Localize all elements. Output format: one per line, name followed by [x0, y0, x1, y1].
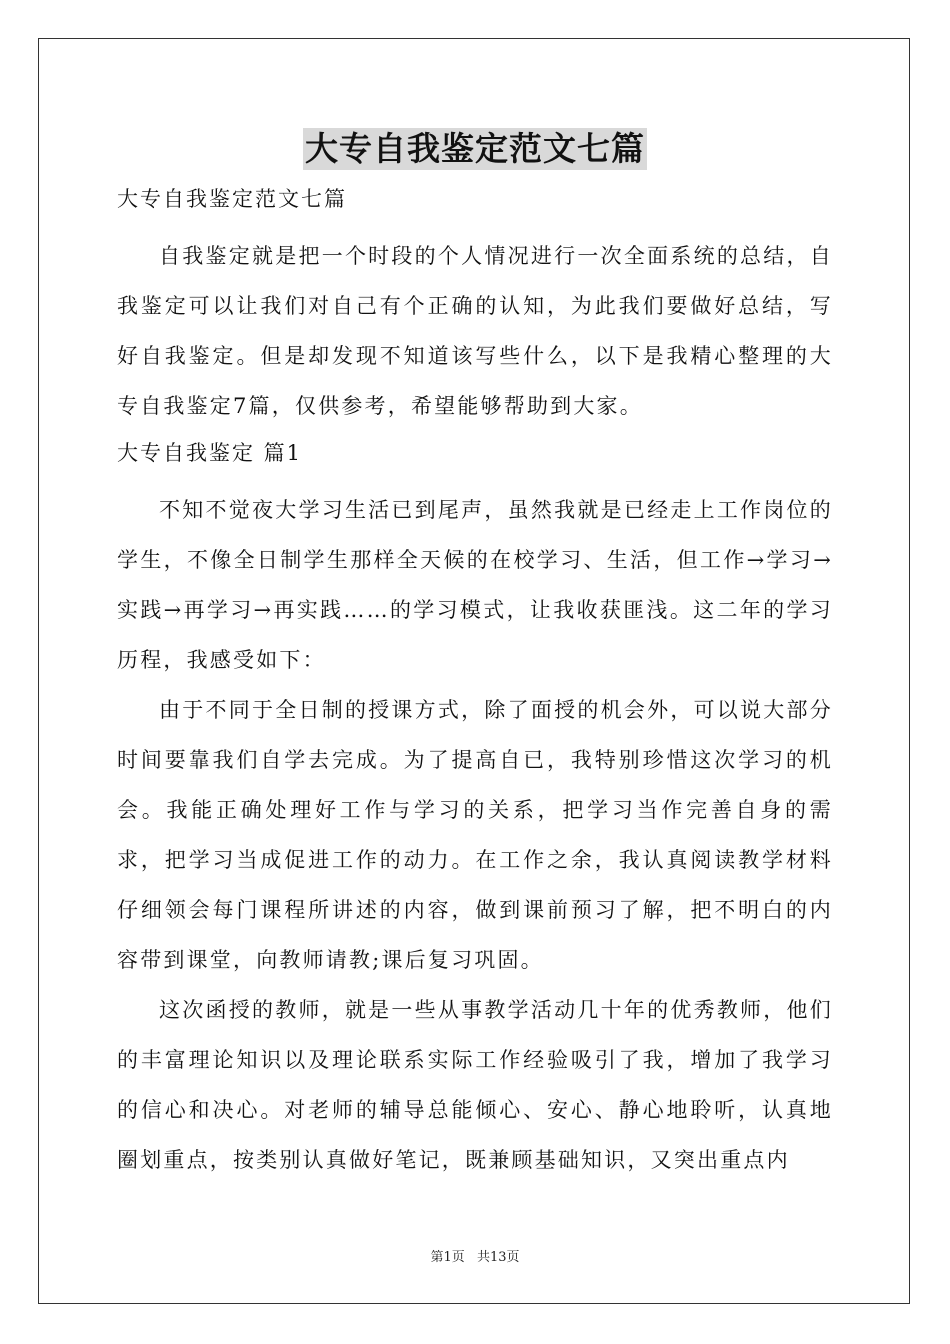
page-total: 共13页 — [476, 1250, 520, 1265]
intro-paragraph: 自我鉴定就是把一个时段的个人情况进行一次全面系统的总结，自我鉴定可以让我们对自己有个正确的认知，为此我们要做好总结，写好自我鉴定。但是却发现不知道该写些什么，以下是我精心整理的大专自我鉴定7篇，仅供参考，希望能够帮助到大家。 — [117, 244, 833, 418]
body-paragraph-1: 不知不觉夜大学习生活已到尾声，虽然我就是已经走上工作岗位的学生，不像全日制学生那样全天候的在校学习、生活，但工作→学习→实践→再学习→再实践……的学习模式，让我收获匪浅。这二年的学习历程，我感受如下： — [117, 498, 833, 672]
subtitle-line: 大专自我鉴定范文七篇 — [117, 187, 347, 211]
document-body — [117, 181, 833, 1185]
body-paragraph-2: 由于不同于全日制的授课方式，除了面授的机会外，可以说大部分时间要靠我们自学去完成。为了提高自已，我特别珍惜这次学习的机会。我能正确处理好工作与学习的关系，把学习当作完善自身的需求，把学习当成促进工作的动力。在工作之余，我认真阅读教学材料仔细领会每门课程所讲述的内容，做到课前预习了解，把不明白的内容带到课堂，向教师请教;课后复习巩固。 — [117, 698, 833, 972]
page-number: 第1页 — [430, 1250, 465, 1265]
document-title: 大专自我鉴定范文七篇 — [305, 129, 645, 168]
page-footer — [0, 1246, 950, 1265]
section-heading: 大专自我鉴定 篇1 — [117, 441, 303, 465]
title-container — [0, 128, 950, 170]
body-paragraph-3: 这次函授的教师，就是一些从事教学活动几十年的优秀教师，他们的丰富理论知识以及理论联系实际工作经验吸引了我，增加了我学习的信心和决心。对老师的辅导总能倾心、安心、静心地聆听，认真地圈划重点，按类别认真做好笔记，既兼顾基础知识，又突出重点内 — [117, 998, 833, 1172]
